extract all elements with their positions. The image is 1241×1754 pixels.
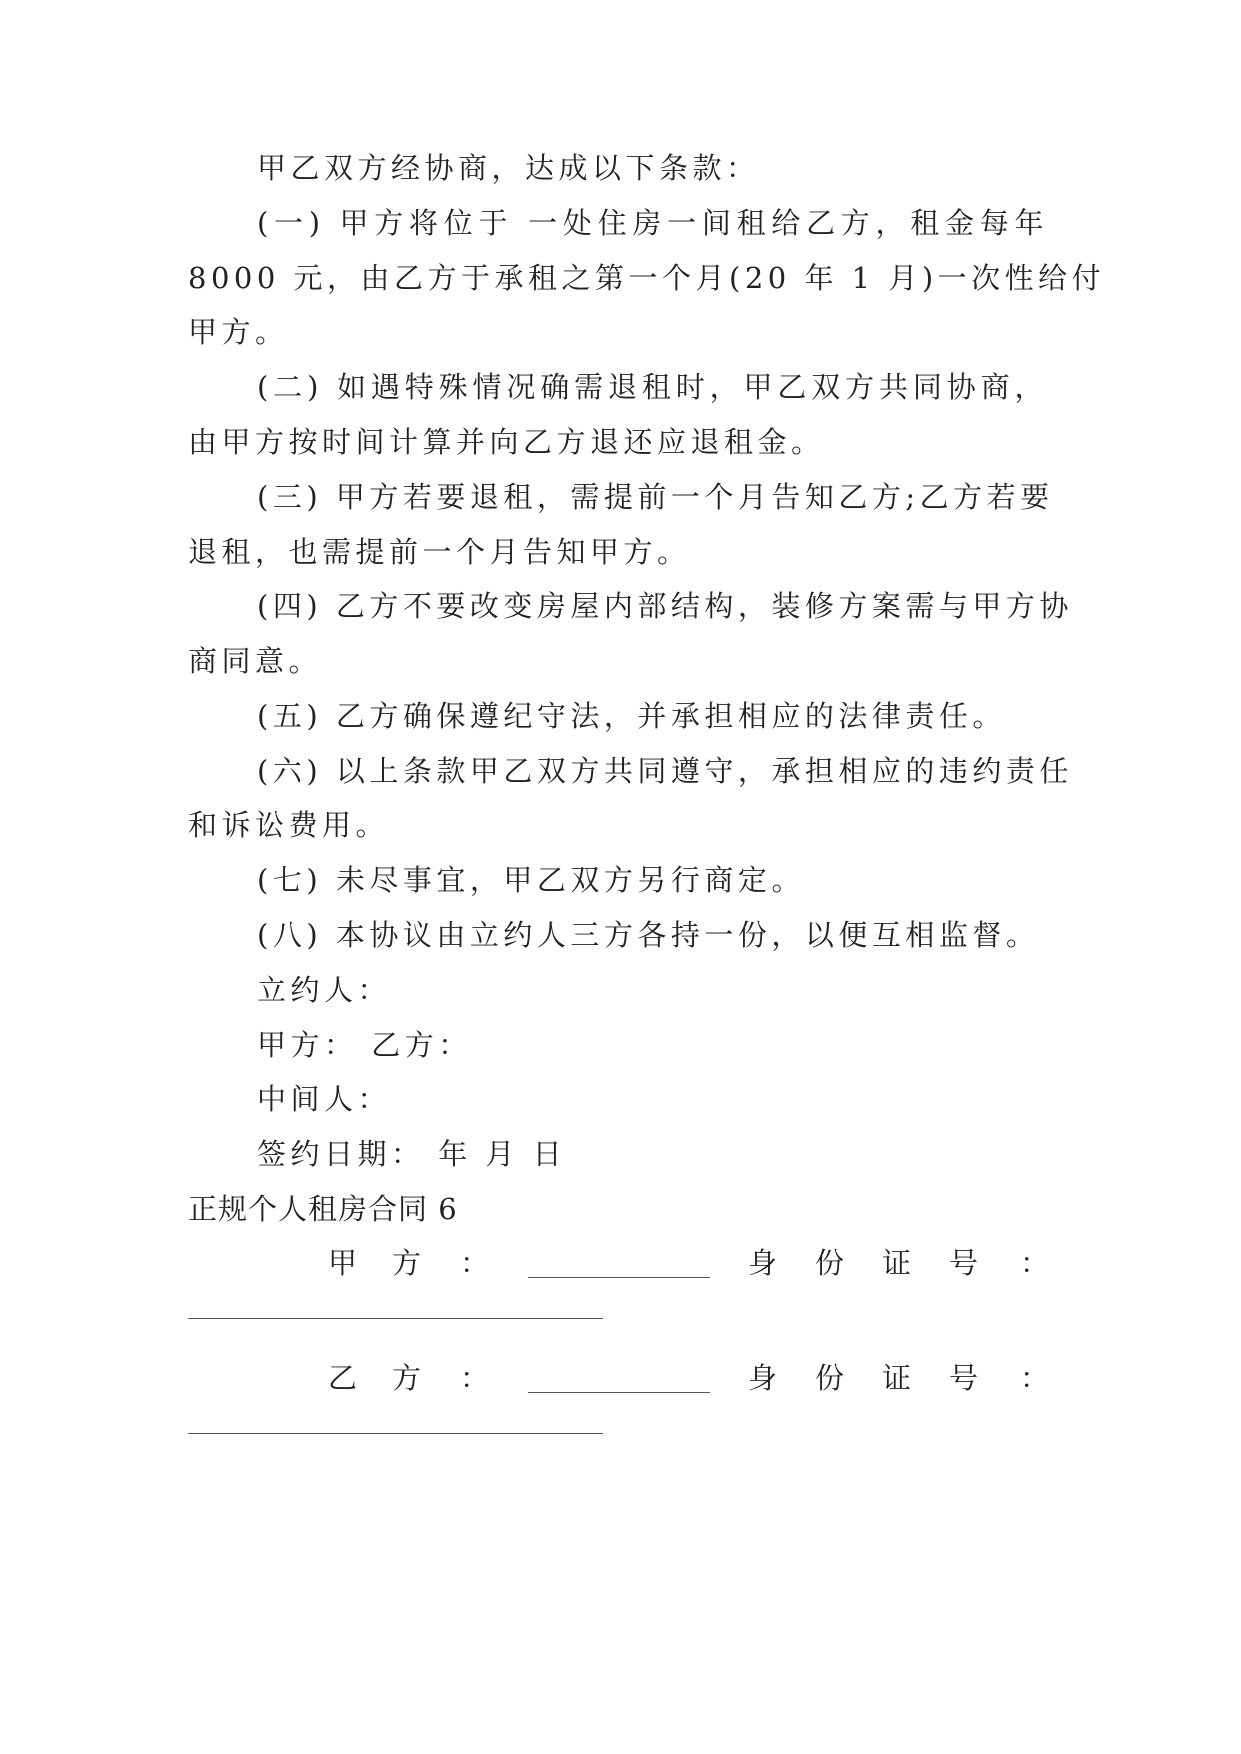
paragraph-intro: 甲乙双方经协商，达成以下条款：	[257, 151, 760, 185]
clause-7: (七) 未尽事宜，甲乙双方另行商定。	[257, 863, 805, 897]
clause-6-line-2: 和诉讼费用。	[188, 808, 390, 842]
party-signature-labels: 甲方： 乙方：	[257, 1028, 472, 1062]
party-a-name-blank	[528, 1277, 710, 1278]
party-a-id-blank	[188, 1318, 603, 1319]
clause-8: (八) 本协议由立约人三方各持一份，以便互相监督。	[257, 918, 1040, 952]
clause-1-line-1: (一) 甲方将位于 一处住房一间租给乙方，租金每年	[257, 206, 1048, 240]
party-b-id-char: ：	[1020, 1361, 1050, 1395]
party-b-label-char: 乙	[328, 1361, 358, 1395]
middleman-label: 中间人：	[257, 1082, 392, 1116]
party-b-label-char: 方	[392, 1361, 422, 1395]
party-b-label-char: ：	[460, 1361, 490, 1395]
clause-1-line-2: 8000 元，由乙方于承租之第一个月(20 年 1 月)一次性给付	[188, 261, 1106, 295]
clause-4-line-1: (四) 乙方不要改变房屋内部结构，装修方案需与甲方协	[257, 589, 1073, 623]
party-a-label-char: ：	[460, 1246, 490, 1280]
party-b-id-char: 证	[882, 1361, 912, 1395]
clause-4-line-2: 商同意。	[188, 644, 323, 678]
party-b-id-char: 份	[815, 1361, 845, 1395]
party-a-id-char: 身	[748, 1246, 778, 1280]
section-title: 正规个人租房合同 6	[188, 1192, 458, 1226]
party-a-row	[188, 1243, 1048, 1283]
party-a-id-char: 份	[815, 1246, 845, 1280]
party-a-id-char: 号	[949, 1246, 979, 1280]
clause-2-line-1: (二) 如遇特殊情况确需退租时，甲乙双方共同协商，	[257, 370, 1048, 404]
clause-3-line-2: 退租，也需提前一个月告知甲方。	[188, 535, 691, 569]
clause-6-line-1: (六) 以上条款甲乙双方共同遵守，承担相应的违约责任	[257, 754, 1073, 788]
party-b-id-blank	[188, 1433, 603, 1434]
signing-date-label: 签约日期： 年 月 日	[257, 1137, 567, 1171]
party-a-id-char: 证	[882, 1246, 912, 1280]
clause-3-line-1: (三) 甲方若要退租，需提前一个月告知乙方;乙方若要	[257, 480, 1054, 514]
party-a-label-char: 方	[392, 1246, 422, 1280]
clause-1-line-3: 甲方。	[188, 315, 289, 349]
clause-5: (五) 乙方确保遵纪守法，并承担相应的法律责任。	[257, 699, 1006, 733]
party-a-label-char: 甲	[328, 1246, 358, 1280]
party-a-id-char: ：	[1020, 1246, 1050, 1280]
party-b-id-char: 身	[748, 1361, 778, 1395]
clause-2-line-2: 由甲方按时间计算并向乙方退还应退租金。	[188, 425, 825, 459]
party-b-id-char: 号	[949, 1361, 979, 1395]
signatories-label: 立约人：	[257, 973, 392, 1007]
party-b-name-blank	[528, 1392, 710, 1393]
party-b-row	[188, 1358, 1048, 1398]
